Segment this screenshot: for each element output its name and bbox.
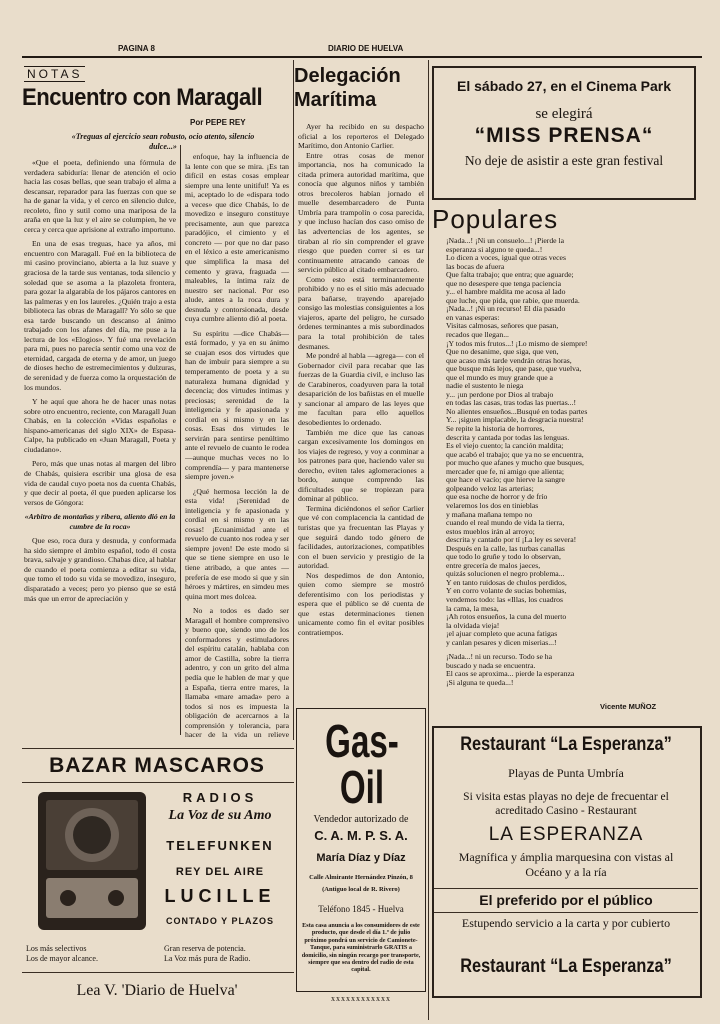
- poem-line: en todas las casas, tras todas las puertas...!: [446, 398, 577, 408]
- ornament-row: xxxxxxxxxxxx: [331, 994, 391, 1003]
- poem-line: y... ¡un perdone por Dios al trabajo: [446, 389, 554, 399]
- paragraph: Pero, más que unas notas al margen del libro de Chabás, quisiera escribir una glosa de esa vida de caudal cuyo poeta nos da cuenta Chabás, y que decir al poeta, él que pueden aplicarse los versos de Góngora:: [24, 459, 176, 507]
- poem-line: descrita y cantado por tí ¡La ley es severa!: [446, 535, 577, 545]
- article-headline: Delegación Marítima: [294, 65, 401, 111]
- poem-line: ¡Ah rotos ensueños, la cuna del muerto: [446, 612, 567, 622]
- poem-line: ¡Nada...! ¡Ni un consuelo...! ¡Pierde la: [446, 237, 565, 245]
- bazar-note-line: La Voz más pura de Radio.: [164, 954, 251, 963]
- poem-line: que busque más lejos, que pase, que vuelva,: [446, 364, 582, 374]
- ad-rule: [22, 748, 294, 749]
- header-rule: [22, 56, 702, 58]
- paragraph: Que eso, roca dura y desnuda, y conformada ha sido siempre el ámbito español, todo él costa brava, salvaje y grandioso. Chabas dice, al hablar de cuando el poeta comienza a editar su vida, que tomo el todo su vida se movedizo, inseguro, disparatado a veces; pero yo pienso que se está más que un error de apreciación y: [24, 536, 176, 603]
- esperanza-name: LA ESPERANZA: [488, 824, 644, 845]
- ad-rule: [434, 888, 698, 889]
- paper-promo: Lea V. 'Diario de Huelva': [76, 982, 238, 999]
- paragraph: Ayer ha recibido en su despacho oficial a los reporteros el Delegado Marítimo, don Antonio Carlier.: [298, 122, 424, 151]
- poem-line: en vanas esperas:: [446, 312, 500, 322]
- poem-line: Es el viejo cuento; la canción maldita;: [446, 441, 564, 451]
- paragraph: «Que el poeta, definiendo una fórmula de verdadera sabiduría: llenar de atención el ocio hacia las cosas bellas, que sean trabajo el alma a descansar, reparador para las fuerzas con que se ha de ganar la vida, y el cerco en silencio dulce, recoleto, fino y sutil como una mariposa de la araña en que la luz y el aire se columpien, he ve cerca y cerca que aprisione al extraño importuno.: [24, 158, 176, 234]
- gasoil-address: Calle Almirante Hernández Pinzón, 8: [309, 874, 413, 881]
- poem-line: ¡el ajuar completo que acuna fatigas: [446, 629, 558, 639]
- poem-line: que el mundo es muy grande que a: [446, 372, 553, 382]
- bazar-brand: LUCILLE: [164, 886, 276, 906]
- column-divider: [180, 145, 181, 735]
- article-column-3: [298, 122, 424, 700]
- poem-line: Visitas calmosas, señores que pasan,: [446, 321, 559, 331]
- paragraph: No a todos es dado ser Maragall el hombre comprensivo y bueno que, siendo uno de los conformadores y estimuladores del espíritu catalán, hablaba con amor de Castilla, sobre la tierra adentro, y con un grito del alma pedía que le hablen de mar y que a España, tierra entre mares, la llamaba «mare amada» pero a todos si nos es impuesta la obligación de acercarnos a la comprensión y tolerancia, para hacer de la vida un relieve: [185, 606, 289, 740]
- cinema-ad-line: El sábado 27, en el Cinema Park: [457, 78, 671, 94]
- poem-line: mercader que fe, ni amigo que alienta;: [446, 466, 565, 476]
- poem-line: velaremos los dos en tinieblas: [446, 500, 539, 510]
- poem-line: Y en tanto ruidosas de chulos perdidos,: [446, 577, 567, 587]
- paragraph: Y he aquí que ahora he de hacer unas notas sobre otro encuentro, reciente, con Maragall Juan Chabás, en la colección «Vidas españolas e hispano-americanas del siglo XIX» de Espasa-Calpe, ha publicado en «Juan Maragall, Poeta y ciudadano».: [24, 397, 176, 454]
- poem-line: El caos se aproxima... pierde la esperanza: [446, 669, 575, 679]
- poem-line: la olvidada vieja!: [446, 620, 500, 630]
- article-byline: Por PEPE REY: [190, 118, 246, 127]
- article-headline: Encuentro con Maragall: [22, 84, 263, 111]
- bazar-note-line: Los de mayor alcance.: [26, 954, 98, 963]
- poem-line: cuando el real mundo de vida la tierra,: [446, 518, 565, 528]
- gasoil-address: (Antiguo local de R. Rivero): [322, 886, 400, 893]
- poem-line: las bocas de afuera: [446, 261, 505, 271]
- ad-rule: [434, 912, 698, 913]
- paragraph: Me pondré al habla —agrega— con el Gobernador civil para recabar que las fuerzas de la Guardia civil, e incluso las de Carabineros, coadyuven para la total desaparición de los bañistas en el muelle y sancionar al amparo de las leyes que me facultan para ello aquellos desobedientes lo ordenado.: [298, 351, 424, 427]
- cinema-ad: [432, 66, 696, 200]
- poem-line: que luche, que pida, que rabie, que muerda.: [446, 295, 580, 305]
- poem-line: Que no desanime, que siga, que ven,: [446, 347, 559, 357]
- poem-line: ¡Nada...! ni un recurso. Todo se ha: [446, 652, 553, 662]
- bazar-note: [164, 944, 250, 964]
- bazar-brand: La Voz de su Amo: [168, 808, 272, 823]
- ad-rule: [22, 972, 294, 973]
- poem-line: ¡Si alguna te queda...!: [446, 677, 514, 687]
- esperanza-body: Magnífica y ámplia marquesina con vistas al Océano y a la ría: [458, 850, 674, 879]
- paragraph: enfoque, hay la influencia de la lente con que se mira. ¡Es tan difícil en estas cosas emplear siempre una lente unitiful! Ya es mi, aceptado lo de «dispara todo a veces» que dice Chabás, lo de movedizo e inseguro constituye precisamente, aun que parezca paradójico, el cimiento y el concreto — por que no dar paso en el léxico a este americanismo que simplifica la masa del cemento y grava, fraguada — maleables, la íntima raíz de nuestro ser nacional. Por eso alude, antes a la roca dura y desnuda y contorsionada, desde cuya cumbre aliento dió al poeta.: [185, 152, 289, 324]
- poem-line: entre grecería de malos jaeces,: [446, 560, 541, 570]
- poem-line: No alientes ensueños...Busqué en todas partes: [446, 406, 588, 416]
- poem-body: [446, 237, 700, 707]
- poem-line: que no desespere que tenga paciencia: [446, 278, 562, 288]
- poem-line: y... el hambre maldita me acosa al lado: [446, 287, 566, 297]
- paragraph: ¿Qué hermosa lección la de esta vida! ¡Serenidad de inteligencia y fe apasionada y cordial en si mismo y en las cosas! ¡Ecuanimidad ante el revuelo de cuanto nos rodea y ser siempre joven! De este modo si que se tiene siempre en uso le tiene atribado, a que antes — prefería de ese modo si que y sin héroes y mártires, en simdeu mes quina mort mes dolcea.: [185, 486, 289, 601]
- bazar-brand: TELEFUNKEN: [166, 838, 274, 853]
- poem-line: estos mueblos irán al arroyo;: [446, 526, 535, 536]
- poem-line: que acabó el trabajo; que ya no se encuentra,: [446, 449, 584, 459]
- esperanza-body: Si visita estas playas no deje de frecuentar el acreditado Casino - Restaurant: [463, 791, 669, 817]
- poem-line: golpeando veloz las arterias;: [446, 483, 534, 493]
- poem-signature: Vicente MUÑOZ: [600, 702, 657, 711]
- bazar-note-line: Gran reserva de potencia.: [164, 944, 246, 953]
- bazar-note-line: Los más selectivos: [26, 944, 87, 953]
- esperanza-footer: Restaurant “La Esperanza”: [460, 956, 672, 977]
- poem-line: Se repite la historia de horrores,: [446, 424, 545, 434]
- paragraph: En una de esas treguas, hace ya años, mi encuentro con Maragall. Fué en la biblioteca de mi casino provinciano, abierta a la luz suave y graciosa de la tarde sus ventanas, toda silencio y soledad que se asoma a la plazoleta frontera, para gozar la algarabía de los pájaros cantores en las palmeras y en los laureles. ¿Quién trajo a esta biblioteca las obras de Maragall? Yo sólo se que esa tarde buscando un descanso al ánimo trabajado con los afanes del día, me puse a la lectura de los «Elogios». Y fué una revelación para mi, pues no parecía sentir como una voz de eternidad, cargada de eterna y de amor, un juego de dioses hecho de estremecimientos y dulzuras, de serenidad y de fuerza como la orquestación de los mundos.: [24, 239, 176, 392]
- poem-line: ¡Nada...! ¡Ni un recurso! El día pasado: [446, 304, 566, 314]
- cinema-ad-line: se elegirá: [535, 106, 593, 122]
- cinema-ad-line: No deje de asistir a este gran festival: [464, 153, 664, 168]
- gasoil-names: María Díaz y Díaz: [316, 852, 406, 864]
- bazar-terms: CONTADO Y PLAZOS: [165, 916, 274, 926]
- poem-line: que esa noche de horror y de frío: [446, 492, 548, 502]
- bazar-radios: RADIOS: [182, 790, 258, 805]
- esperanza-service: Estupendo servicio a la carta y por cubierto: [461, 916, 671, 930]
- article-epigraph: «Treguas al ejercicio sean robusto, ocio atento, silencio dulce...»: [71, 132, 255, 151]
- poem-line: Después en la calle, las turbas canallas: [446, 543, 565, 553]
- pull-quote: «Arbitro de montañas y ribera, aliento dió en la cumbre de la roca»: [24, 512, 176, 531]
- poem-line: descrita y cantada por todas las lenguas.: [446, 432, 570, 442]
- esperanza-slogan: El preferido por el público: [479, 892, 653, 908]
- gasoil-notice: Esta casa anuncia a los consumidores de este producto, que desde el día 1.º de julio próximo pondrá un servicio de Camionete-Tanque, para suministrarlo GRATIS a domicilio, sin ningún recargo por transporte, siempre que sea dentro del radio de esta capital.: [301, 922, 421, 974]
- cinema-ad-headline: “MISS PRENSA“: [474, 124, 654, 147]
- paper-name: DIARIO DE HUELVA: [328, 44, 404, 53]
- page-header: [28, 40, 702, 56]
- poem-line: nadie el sustento le niega: [446, 381, 524, 391]
- paragraph: También me dice que las canoas cargan excesivamente los domingos en los viajes de regreso, y voy a conminar a los patrones para que, haciendo valer su derecho, eviten tales aglomeraciones a bordo, aunque comprendo las dificultades que se tropiezan para dominar al público.: [298, 427, 424, 504]
- paragraph: Como esto está terminantemente prohibido y no es el sitio más adecuado para bañarse, trayendo aparejado consigo las molestias consiguientes a los viajeros, aparte del peligro, he cursado órdenes terminantes a mis subordinados para la total prohibición de tales desmanes.: [298, 274, 424, 351]
- poem-line: esperanza si alguno te queda...!: [446, 244, 543, 254]
- paragraph: Entre otras cosas de menor importancia, nos ha comunicado la citada primera autoridad marítima, que conocía que algunos niños y también otros brecoleros habían jornado el muelle desembarcadero de Punta Umbría para trampolín o cosa parecida, y que incluso hacían dos caso omiso de las advertencias de los agentes, se tiraban al río sin comprender el grave riesgo que pueden correr si es tar continuamente atracando canoas de servicio público al citado embarcadero.: [298, 150, 424, 275]
- poem-line: Y... ¡siguen implacable, la desgracia nuestra!: [446, 415, 584, 425]
- ad-rule: [22, 782, 294, 783]
- poem-line: vendemos todo: las «Illas, los cuadros: [446, 594, 564, 604]
- poem-line: Que falta trabajo; que entra; que aguarde;: [446, 270, 574, 280]
- poem-title: Populares: [432, 204, 559, 234]
- gasoil-title: Gas-Oil: [325, 715, 399, 813]
- article-column-2: [185, 152, 289, 740]
- poem-line: y canlan pesares y dicen miserias...!: [446, 637, 557, 647]
- poem-line: ¡Y todos mis frutos...! ¡Lo mismo de siempre!: [446, 338, 588, 348]
- gasoil-phone: Teléfono 1845 - Huelva: [318, 904, 404, 914]
- column-divider: [293, 60, 294, 740]
- paragraph: Su espíritu —dice Chabás— está formado, y ya en su ánimo se cuajan esos dos virtudes que han de imbuir para siempre a su temperamento de poeta y a su naturaleza humana dignidad y decencia; dos virtudes íntimas y preciosas; serenidad de la inteligencia y fe apasionada y cordial en si mismo y en las cosas. Esas dos virtudes le servirán para sentirse penúltimo ante el revuelo de cuanto le rodea —aunque muchas veces no lo comprendía— y para mantenerse siempre joven.»: [185, 328, 289, 482]
- bazar-brand: REY DEL AIRE: [175, 866, 265, 878]
- poem-line: Lo dicen a voces, igual que otras veces: [446, 253, 566, 263]
- poem-line: quizás solucionen el negro problema...: [446, 569, 565, 579]
- radio-illustration: [36, 788, 148, 936]
- page-number: PAGINA 8: [118, 44, 155, 53]
- poem-line: buscado y nada se encuentra.: [446, 660, 536, 670]
- bazar-note: [26, 944, 98, 964]
- column-divider: [428, 60, 429, 1020]
- article-column-1: [24, 158, 176, 740]
- paragraph: Nos despedimos de don Antonio, quien como siempre se mostró deferentísimo con los periodistas y espera que el público se dé cuenta de que estas determinaciones tienen unicamente como fin el evitar posibles contratiempos.: [298, 570, 424, 637]
- poem-line: recados que llegan...: [446, 330, 509, 340]
- esperanza-title: Restaurant “La Esperanza”: [460, 734, 672, 755]
- poem-line: que hace el vacío; que hierve la sangre: [446, 475, 565, 485]
- poem-line: y mañana mañana tempo no: [446, 509, 533, 519]
- poem-line: por mucho que afanes y mucho que busques,: [446, 458, 584, 468]
- bazar-title: BAZAR MASCAROS: [49, 754, 265, 777]
- gasoil-vendor: Vendedor autorizado de: [313, 814, 409, 825]
- poem-line: que acaso más tarde vendrán otras horas,: [446, 355, 572, 365]
- poem-line: Y en corro volante de sucias bohemias,: [446, 586, 567, 596]
- gasoil-company: C. A. M. P. S. A.: [314, 828, 408, 843]
- esperanza-subtitle: Playas de Punta Umbría: [508, 766, 624, 780]
- section-label: NOTAS: [24, 66, 85, 82]
- poem-line: que todo lo gruñe y todo lo observan,: [446, 552, 561, 562]
- paragraph: Termina diciéndonos el señor Carlier que vé con complacencia la cantidad de turistas que ya frecuentan las Playas y que seguirá dando todo género de facilidades, autorizaciones, compatibles con el buen servicio y prestigio de la autoridad.: [298, 503, 424, 571]
- poem-line: la cama, la mesa,: [446, 603, 499, 613]
